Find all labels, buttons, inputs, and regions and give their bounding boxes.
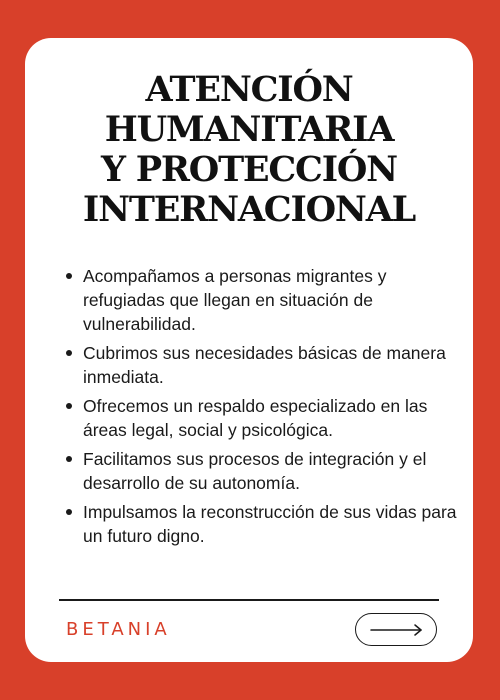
brand-logo: BETANIA xyxy=(66,619,171,640)
bullet-text: Impulsamos la reconstrucción de sus vidas para un futuro digno. xyxy=(83,502,457,546)
bullet-icon xyxy=(66,350,72,356)
list-item xyxy=(65,264,465,336)
bullet-icon xyxy=(66,403,72,409)
content-card xyxy=(25,38,473,662)
title-line-3: Y PROTECCIÓN xyxy=(101,149,397,190)
page-title xyxy=(25,70,473,230)
bullet-icon xyxy=(66,456,72,462)
title-line-1: ATENCIÓN xyxy=(145,69,353,110)
arrow-right-icon xyxy=(370,623,424,637)
bullet-list xyxy=(65,264,465,553)
bullet-text: Acompañamos a personas migrantes y refugiadas que llegan en situación de vulnerabilidad. xyxy=(83,266,387,334)
bullet-icon xyxy=(66,509,72,515)
list-item xyxy=(65,447,465,495)
bullet-text: Ofrecemos un respaldo especializado en las áreas legal, social y psicológica. xyxy=(83,396,428,440)
list-item xyxy=(65,341,465,389)
list-item xyxy=(65,394,465,442)
bullet-icon xyxy=(66,273,72,279)
footer-divider xyxy=(59,599,439,601)
bullet-text: Cubrimos sus necesidades básicas de manera inmediata. xyxy=(83,343,446,387)
list-item xyxy=(65,500,465,548)
title-line-2: HUMANITARIA xyxy=(104,109,394,150)
title-line-4: INTERNACIONAL xyxy=(82,189,416,230)
next-button[interactable] xyxy=(355,613,437,646)
bullet-text: Facilitamos sus procesos de integración y el desarrollo de su autonomía. xyxy=(83,449,427,493)
